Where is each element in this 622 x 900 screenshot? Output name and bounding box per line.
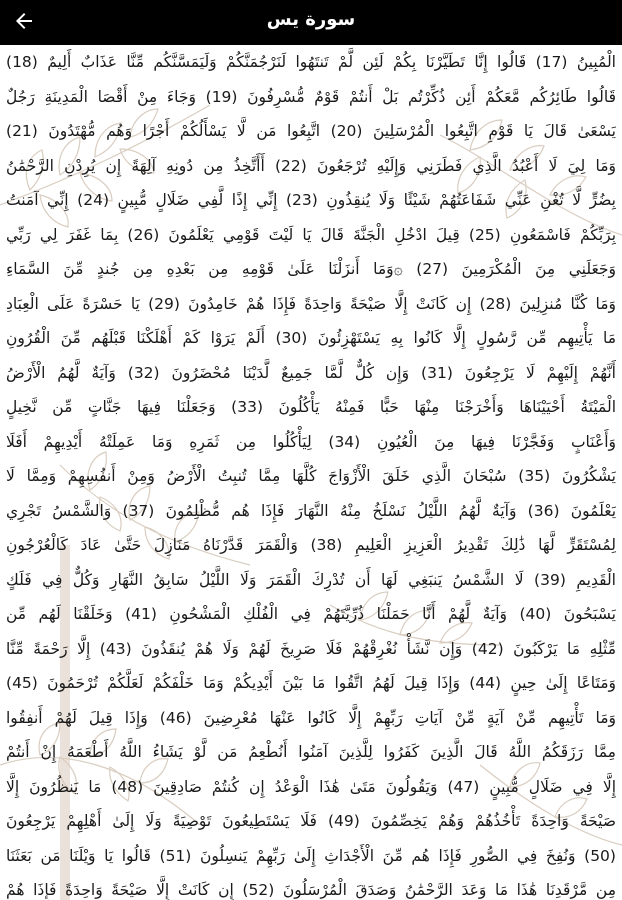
ayah-line: بِرَبِّكُمْ فَاسْمَعُونِ (25) قِيلَ ادْخُلِ الْجَنَّةَ قَالَ يَا لَيْتَ قَوْمِي يَعْلَمُونَ (26) بِمَا غَفَرَ لِي رَبِّي	[6, 225, 616, 244]
ayah-line: وَجَعَلَنِي مِنَ الْمُكْرَمِينَ (27) ۞وَمَا أَنزَلْنَا عَلَىٰ قَوْمِهِ مِن بَعْدِهِ مِن جُندٍ مِّنَ السَّمَاءِ	[6, 260, 616, 278]
ayah-line: وَمَا لِيَ لَا أَعْبُدُ الَّذِي فَطَرَنِي وَإِلَيْهِ تُرْجَعُونَ (22) أَأَتَّخِذُ مِن دُونِهِ آلِهَةً إِن يُرِدْنِ الرَّحْمَٰنُ	[6, 156, 616, 175]
ayah-line: الْمَيْتَةُ أَحْيَيْنَاهَا وَأَخْرَجْنَا مِنْهَا حَبًّا فَمِنْهُ يَأْكُلُونَ (33) وَجَعَلْنَا فِيهَا جَنَّاتٍ مِّن نَّخِيلٍ	[6, 398, 616, 416]
ayah-line: وَأَعْنَابٍ وَفَجَّرْنَا فِيهَا مِنَ الْعُيُونِ (34) لِيَأْكُلُوا مِن ثَمَرِهِ وَمَا عَمِلَتْهُ أَيْدِيهِمْ أَفَلَا	[6, 432, 616, 451]
ayah-line: بِضُرٍّ لَّا تُغْنِ عَنِّي شَفَاعَتُهُمْ شَيْئًا وَلَا يُنقِذُونِ (23) إِنِّي إِذًا لَّفِي ضَلَالٍ مُّبِينٍ (24) إِنِّي آمَنتُ	[6, 191, 616, 209]
ayah-line: الْمُبِينُ (17) قَالُوا إِنَّا تَطَيَّرْنَا بِكُمْ لَئِن لَّمْ تَنتَهُوا لَنَرْجُمَنَّكُمْ وَلَيَمَسَّنَّكُم مِّنَّا عَذَابٌ أَلِيمٌ (18)	[6, 53, 616, 71]
ayah-line: (50) وَنُفِخَ فِي الصُّورِ فَإِذَا هُم مِّنَ الْأَجْدَاثِ إِلَىٰ رَبِّهِمْ يَنسِلُونَ (51) قَالُوا يَا وَيْلَنَا مَن بَعَثَنَا	[6, 846, 616, 865]
ayah-line: لِمُسْتَقَرٍّ لَّهَا ذَٰلِكَ تَقْدِيرُ الْعَزِيزِ الْعَلِيمِ (38) وَالْقَمَرَ قَدَّرْنَاهُ مَنَازِلَ حَتَّىٰ عَادَ كَالْعُرْجُونِ	[6, 536, 616, 554]
ayah-line: يَسْعَىٰ قَالَ يَا قَوْمِ اتَّبِعُوا الْمُرْسَلِينَ (20) اتَّبِعُوا مَن لَّا يَسْأَلُكُمْ أَجْرًا وَهُم مُّهْتَدُونَ (21)	[6, 122, 616, 140]
ayah-line: صَيْحَةً وَاحِدَةً تَأْخُذُهُمْ وَهُمْ يَخِصِّمُونَ (49) فَلَا يَسْتَطِيعُونَ تَوْصِيَةً وَلَا إِلَىٰ أَهْلِهِمْ يَرْجِعُونَ	[6, 812, 616, 830]
ayah-line: وَمَا كُنَّا مُنزِلِينَ (28) إِن كَانَتْ إِلَّا صَيْحَةً وَاحِدَةً فَإِذَا هُمْ خَامِدُونَ (29) يَا حَسْرَةً عَلَى الْعِبَادِ	[6, 294, 616, 313]
ayah-line: مِمَّا رَزَقَكُمُ اللَّهُ قَالَ الَّذِينَ كَفَرُوا لِلَّذِينَ آمَنُوا أَنُطْعِمُ مَن لَّوْ يَشَاءُ اللَّهُ أَطْعَمَهُ إِنْ أَنتُمْ	[6, 743, 616, 761]
ayah-line: مَا يَأْتِيهِم مِّن رَّسُولٍ إِلَّا كَانُوا بِهِ يَسْتَهْزِئُونَ (30) أَلَمْ يَرَوْا كَمْ أَهْلَكْنَا قَبْلَهُم مِّنَ الْقُرُونِ	[6, 329, 616, 347]
ayah-line: قَالُوا طَائِرُكُم مَّعَكُمْ أَئِن ذُكِّرْتُم بَلْ أَنتُمْ قَوْمٌ مُّسْرِفُونَ (19) وَجَاءَ مِنْ أَقْصَا الْمَدِينَةِ رَجُلٌ	[6, 87, 616, 106]
ayah-line: وَمَا تَأْتِيهِم مِّنْ آيَةٍ مِّنْ آيَاتِ رَبِّهِمْ إِلَّا كَانُوا عَنْهَا مُعْرِضِينَ (46) وَإِذَا قِيلَ لَهُمْ أَنفِقُوا	[6, 708, 616, 727]
ayah-line: مِن مَّرْقَدِنَا هَٰذَا مَا وَعَدَ الرَّحْمَٰنُ وَصَدَقَ الْمُرْسَلُونَ (52) إِن كَانَتْ إِلَّا صَيْحَةً وَاحِدَةً فَإِذَا هُمْ	[6, 881, 616, 899]
page-title: سورة يس	[266, 9, 356, 30]
ayah-text-block	[6, 45, 616, 900]
ayah-line: يَعْلَمُونَ (36) وَآيَةٌ لَّهُمُ اللَّيْلُ نَسْلَخُ مِنْهُ النَّهَارَ فَإِذَا هُم مُّظْلِمُونَ (37) وَالشَّمْسُ تَجْرِي	[6, 501, 616, 520]
ayah-line: الْقَدِيمِ (39) لَا الشَّمْسُ يَنبَغِي لَهَا أَن تُدْرِكَ الْقَمَرَ وَلَا اللَّيْلُ سَابِقُ النَّهَارِ وَكُلٌّ فِي فَلَكٍ	[6, 570, 616, 589]
ayah-line: يَشْكُرُونَ (35) سُبْحَانَ الَّذِي خَلَقَ الْأَزْوَاجَ كُلَّهَا مِمَّا تُنبِتُ الْأَرْضُ وَمِنْ أَنفُسِهِمْ وَمِمَّا لَا	[6, 467, 616, 485]
quran-page[interactable]	[0, 45, 622, 900]
ayah-line: أَنَّهُمْ إِلَيْهِمْ لَا يَرْجِعُونَ (31) وَإِن كُلٌّ لَّمَّا جَمِيعٌ لَّدَيْنَا مُحْضَرُونَ (32) وَآيَةٌ لَّهُمُ الْأَرْضُ	[6, 363, 616, 382]
ayah-line: وَمَتَاعًا إِلَىٰ حِينٍ (44) وَإِذَا قِيلَ لَهُمُ اتَّقُوا مَا بَيْنَ أَيْدِيكُمْ وَمَا خَلْفَكُمْ لَعَلَّكُمْ تُرْحَمُونَ (45)	[6, 674, 616, 692]
top-app-bar	[0, 0, 622, 45]
ayah-line: مِّثْلِهِ مَا يَرْكَبُونَ (42) وَإِن نَّشَأْ نُغْرِقْهُمْ فَلَا صَرِيخَ لَهُمْ وَلَا هُمْ يُنقَذُونَ (43) إِلَّا رَحْمَةً مِّنَّا	[6, 639, 616, 658]
ayah-line: يَسْبَحُونَ (40) وَآيَةٌ لَّهُمْ أَنَّا حَمَلْنَا ذُرِّيَّتَهُمْ فِي الْفُلْكِ الْمَشْحُونِ (41) وَخَلَقْنَا لَهُم مِّن	[6, 605, 616, 623]
ayah-line: إِلَّا فِي ضَلَالٍ مُّبِينٍ (47) وَيَقُولُونَ مَتَىٰ هَٰذَا الْوَعْدُ إِن كُنتُمْ صَادِقِينَ (48) مَا يَنظُرُونَ إِلَّا	[6, 777, 616, 796]
